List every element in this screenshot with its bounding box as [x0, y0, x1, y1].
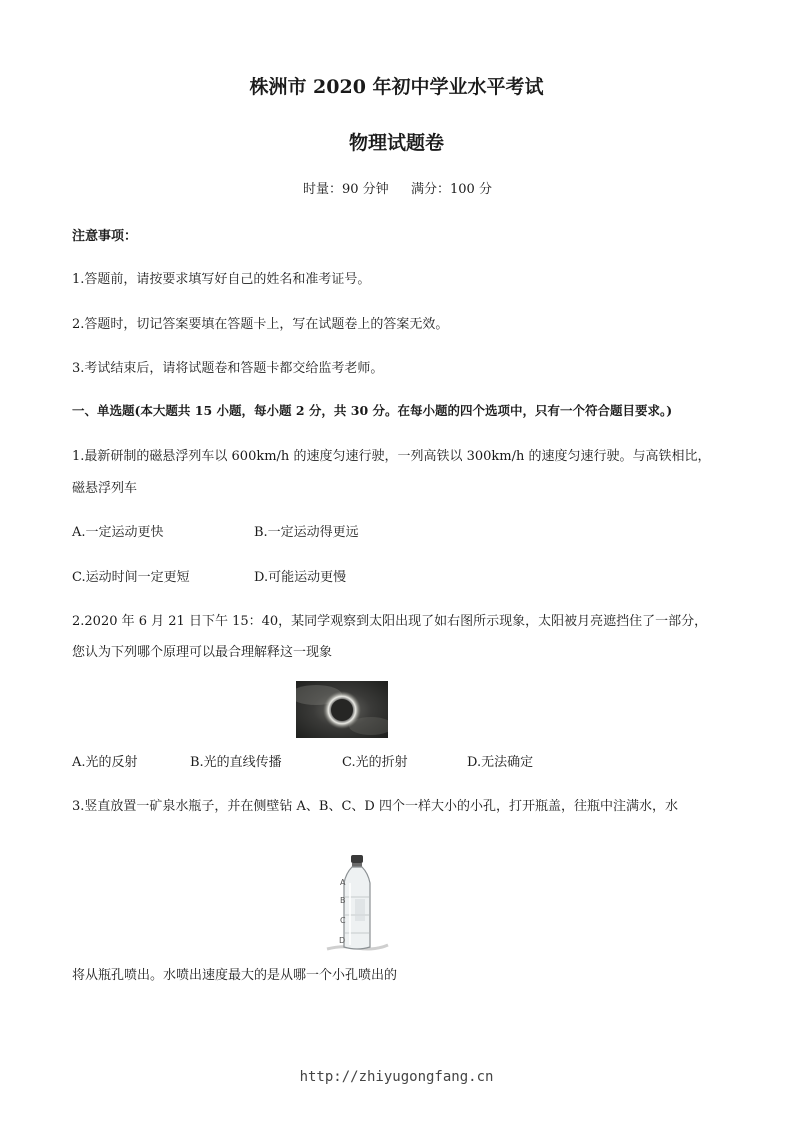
question-1-text: 1.最新研制的磁悬浮列车以 600km/h 的速度匀速行驶，一列高铁以 300km/h 的速度匀速行驶。与高铁相比，	[72, 449, 711, 464]
note-item: 1.答题前，请按要求填写好自己的姓名和准考证号。	[72, 272, 371, 287]
q1-option-a: A.一定运动更快	[72, 525, 164, 540]
hole-label-a: A	[340, 878, 346, 887]
question-3-text-cont: 将从瓶孔喷出。水喷出速度最大的是从哪一个小孔喷出的	[72, 968, 398, 983]
score-info: 满分：100 分	[411, 182, 492, 197]
q1-option-c: C.运动时间一定更短	[72, 570, 190, 585]
q2-option-a: A.光的反射	[72, 755, 138, 770]
hole-label-b: B	[340, 896, 346, 905]
note-item: 2.答题时，切记答案要填在答题卡上，写在试题卷上的答案无效。	[72, 317, 449, 332]
section-heading: 一、单选题(本大题共 15 小题，每小题 2 分，共 30 分。在每小题的四个选项中，只有一个符合题目要求。)	[72, 403, 673, 418]
footer-url-link[interactable]: http://zhiyugongfang.cn	[299, 1069, 494, 1085]
question-2-text: 2.2020 年 6 月 21 日下午 15：40，某同学观察到太阳出现了如右图所示现象，太阳被月亮遮挡住了一部分，	[72, 614, 708, 629]
eclipse-ring-icon	[296, 681, 388, 738]
exam-title: 株洲市 2020 年初中学业水平考试	[249, 76, 544, 98]
q1-option-b: B.一定运动得更远	[254, 525, 359, 540]
hole-label-d: D	[339, 936, 346, 945]
question-2-text-cont: 您认为下列哪个原理可以最合理解释这一现象	[72, 645, 333, 660]
question-3-text: 3.竖直放置一矿泉水瓶子，并在侧壁钻 A、B、C、D 四个一样大小的小孔，打开瓶盖，往瓶中注满水，水	[72, 799, 678, 814]
time-info: 时量：90 分钟	[303, 182, 389, 197]
q1-option-d: D.可能运动更慢	[254, 570, 347, 585]
q2-option-c: C.光的折射	[342, 755, 408, 770]
eclipse-photo	[296, 681, 388, 738]
hole-label-c: C	[340, 916, 346, 925]
q2-option-d: D.无法确定	[467, 755, 534, 770]
exam-subtitle: 物理试题卷	[348, 132, 444, 154]
question-1-text-cont: 磁悬浮列车	[72, 481, 138, 496]
note-item: 3.考试结束后，请将试题卷和答题卡都交给监考老师。	[72, 361, 384, 376]
bottle-figure	[322, 853, 392, 956]
water-bottle-icon	[322, 853, 392, 956]
q2-option-b: B.光的直线传播	[190, 755, 282, 770]
notes-heading: 注意事项：	[72, 229, 138, 244]
